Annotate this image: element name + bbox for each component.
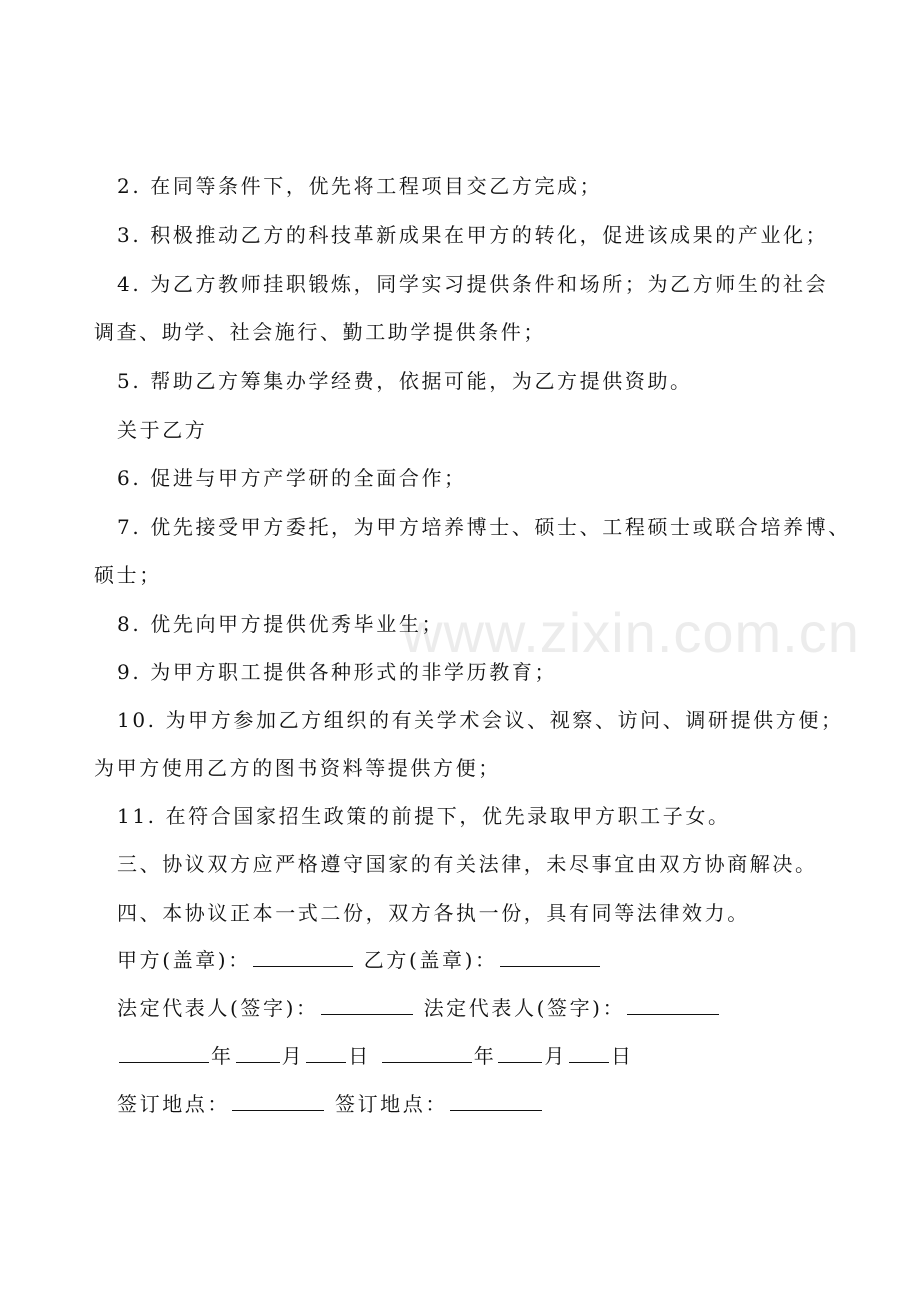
date-row xyxy=(117,1042,877,1070)
watermark: www.zixin.com.cn xyxy=(402,601,860,664)
party-b-place-label: 签订地点： xyxy=(334,1092,448,1116)
clause-7-line-1: 7. 优先接受甲方委托，为甲方培养博士、硕士、工程硕士或联合培养博、 xyxy=(117,515,851,539)
clause-11: 11. 在符合国家招生政策的前提下，优先录取甲方职工子女。 xyxy=(117,804,731,828)
clause-4-line-1: 4. 为乙方教师挂职锻炼，同学实习提供条件和场所；为乙方师生的社会 xyxy=(117,272,829,296)
party-b-year-blank[interactable] xyxy=(382,1042,472,1063)
party-a-month-blank[interactable] xyxy=(236,1042,280,1063)
party-b-seal-blank[interactable] xyxy=(500,946,600,967)
party-a-seal-label: 甲方(盖章)： xyxy=(117,948,251,972)
section-3: 三、协议双方应严格遵守国家的有关法律，未尽事宜由双方协商解决。 xyxy=(117,852,818,876)
section-4: 四、本协议正本一式二份，双方各执一份，具有同等法律效力。 xyxy=(117,901,750,925)
month-label: 月 xyxy=(281,1044,305,1068)
party-b-day-blank[interactable] xyxy=(569,1042,609,1063)
month-label: 月 xyxy=(544,1044,568,1068)
clause-7-line-2: 硕士； xyxy=(94,563,162,587)
clause-6: 6. 促进与甲方产学研的全面合作； xyxy=(117,466,467,490)
party-a-rep-blank[interactable] xyxy=(321,994,413,1015)
party-b-rep-blank[interactable] xyxy=(627,994,719,1015)
party-b-month-blank[interactable] xyxy=(498,1042,542,1063)
clause-10-line-2: 为甲方使用乙方的图书资料等提供方便； xyxy=(94,756,501,780)
place-row xyxy=(117,1090,877,1118)
clause-10-line-1: 10. 为甲方参加乙方组织的有关学术会议、视察、访问、调研提供方便； xyxy=(117,708,844,732)
party-b-place-blank[interactable] xyxy=(450,1090,542,1111)
party-a-seal-blank[interactable] xyxy=(253,946,353,967)
representative-row xyxy=(117,994,877,1022)
clause-4-line-2: 调查、助学、社会施行、勤工助学提供条件； xyxy=(94,320,546,344)
party-a-rep-label: 法定代表人(签字)： xyxy=(117,996,319,1020)
clause-9: 9. 为甲方职工提供各种形式的非学历教育； xyxy=(117,660,558,684)
clause-5: 5. 帮助乙方筹集办学经费，依据可能，为乙方提供资助。 xyxy=(117,369,693,393)
clause-3: 3. 积极推动乙方的科技革新成果在甲方的转化，促进该成果的产业化； xyxy=(117,223,829,247)
party-a-place-label: 签订地点： xyxy=(117,1092,230,1116)
party-a-day-blank[interactable] xyxy=(306,1042,346,1063)
party-b-rep-label: 法定代表人(签字)： xyxy=(423,996,626,1020)
day-label: 日 xyxy=(611,1044,634,1068)
seal-row xyxy=(117,946,877,974)
year-label: 年 xyxy=(473,1044,497,1068)
year-label: 年 xyxy=(211,1044,234,1068)
party-a-year-blank[interactable] xyxy=(119,1042,209,1063)
clause-8: 8. 优先向甲方提供优秀毕业生； xyxy=(117,612,445,636)
clause-2: 2. 在同等条件下，优先将工程项目交乙方完成； xyxy=(117,174,603,198)
party-a-place-blank[interactable] xyxy=(232,1090,324,1111)
party-b-seal-label: 乙方(盖章)： xyxy=(363,948,498,972)
day-label: 日 xyxy=(348,1044,371,1068)
section-about-party-b: 关于乙方 xyxy=(117,418,208,442)
